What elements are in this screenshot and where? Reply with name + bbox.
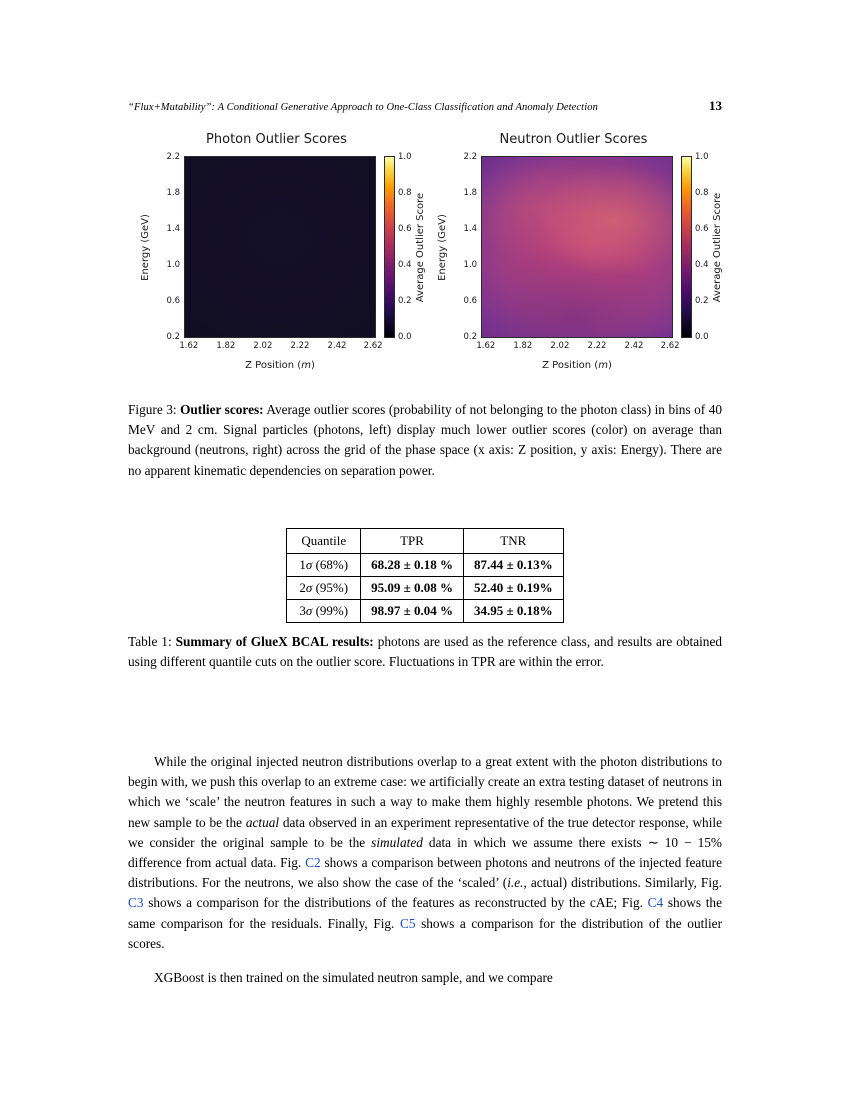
colorbar-tick: 0.2 xyxy=(695,296,709,306)
body-paragraph-1 xyxy=(128,752,722,954)
colorbar-tick: 0.6 xyxy=(398,224,412,234)
figure-3 xyxy=(128,128,722,386)
table-caption-text: photons are used as the reference class, and results are obtained using different quantile cuts on the outlier score. Fluctuations in TPR are within the error. xyxy=(128,634,722,670)
paragraph-text: data in which we assume there exists ∼ 10 − 15% difference from actual data. Fig. xyxy=(128,834,722,871)
x-tick: 2.02 xyxy=(253,341,273,351)
colorbar-tick: 0.4 xyxy=(398,260,412,270)
y-tick: 0.6 xyxy=(463,296,477,306)
table-header-row xyxy=(287,529,563,554)
y-tick: 2.2 xyxy=(166,152,180,162)
x-tick: 2.62 xyxy=(363,341,383,351)
figure-caption-text: Average outlier scores (probability of not belonging to the photon class) in bins of 40 MeV and 2 cm. Signal particles (photons, left) display much lower outlier scores (color) on average than background (neutrons, right) across the grid of the phase space (x axis: Z position, y axis: Energy). There are no apparent kinematic dependencies on separation power. xyxy=(128,402,722,478)
x-tick: 2.22 xyxy=(587,341,607,351)
table-header-tpr: TPR xyxy=(361,529,464,554)
paragraph-text: data observed in an experiment representative of the true detector response, while we consider the original sample to be the xyxy=(128,814,722,850)
emphasis-text: actual xyxy=(245,814,280,830)
colorbar-tick: 0.6 xyxy=(695,224,709,234)
figure-caption-label: Figure 3: xyxy=(128,402,177,417)
paragraph-text: shows a comparison between photons and neutrons of the injected feature distributions. For the neutrons, we also show the case of the ‘scaled’ ( xyxy=(128,855,722,891)
colorbar-tick: 1.0 xyxy=(398,152,412,162)
table-cell-quantile: 3σ (99%) xyxy=(287,600,361,623)
table-header-tnr: TNR xyxy=(463,529,563,554)
y-tick: 1.0 xyxy=(166,260,180,270)
table-cell-tnr: 87.44 ± 0.13% xyxy=(463,554,563,577)
paragraph-text: shows a comparison for the distributions of the features as reconstructed by the cAE; Fig. xyxy=(143,895,648,911)
x-tick: 1.82 xyxy=(216,341,236,351)
results-table xyxy=(286,528,563,623)
figure-reference-link[interactable]: C3 xyxy=(128,895,144,911)
x-tick: 1.82 xyxy=(513,341,533,351)
paragraph-text: shows a comparison for the distribution of the outlier scores. xyxy=(128,915,723,951)
figure-reference-link[interactable]: C2 xyxy=(305,855,321,871)
heatmap-photon xyxy=(166,152,383,351)
paragraph-text: , actual) distributions. Similarly, Fig. xyxy=(523,875,722,891)
table-cell-tpr: 98.97 ± 0.04 % xyxy=(361,600,464,623)
table-caption xyxy=(128,632,722,672)
y-tick: 1.0 xyxy=(463,260,477,270)
page-number: 13 xyxy=(709,98,722,113)
y-tick: 0.6 xyxy=(166,296,180,306)
table-row xyxy=(287,577,563,600)
x-tick: 2.42 xyxy=(327,341,347,351)
table-caption-label: Table 1: xyxy=(128,634,172,649)
heatmap-image-neutron xyxy=(482,157,672,337)
emphasis-text: simulated xyxy=(371,834,423,850)
x-tick: 2.42 xyxy=(624,341,644,351)
colorbar-tick: 1.0 xyxy=(695,152,709,162)
y-tick: 1.4 xyxy=(463,224,477,234)
colorbar-tick: 0.8 xyxy=(398,188,412,198)
table-header-quantile: Quantile xyxy=(287,529,361,554)
colorbar-label-photon: Average Outlier Score xyxy=(415,192,427,302)
table-cell-tpr: 68.28 ± 0.18 % xyxy=(361,554,464,577)
table-cell-tnr: 34.95 ± 0.18% xyxy=(463,600,563,623)
running-head xyxy=(128,98,722,114)
running-title: “Flux+Mutability”: A Conditional Generative Approach to One-Class Classification and Anomaly Detection xyxy=(128,102,598,113)
y-axis-label-neutron: Energy (GeV) xyxy=(436,213,448,281)
table-row xyxy=(287,554,563,577)
figure-reference-link[interactable]: C5 xyxy=(399,915,416,931)
table-cell-tnr: 52.40 ± 0.19% xyxy=(463,577,563,600)
panel-title-photon: Photon Outlier Scores xyxy=(206,132,347,147)
y-tick: 0.2 xyxy=(166,332,180,342)
figure-panel-neutron xyxy=(425,128,722,386)
table-cell-quantile: 2σ (95%) xyxy=(287,577,361,600)
colorbar-tick: 0.2 xyxy=(398,296,412,306)
colorbar-neutron xyxy=(681,152,709,342)
y-tick: 0.2 xyxy=(463,332,477,342)
colorbar-tick: 0.0 xyxy=(398,332,412,342)
y-tick: 1.4 xyxy=(166,224,180,234)
x-tick: 1.62 xyxy=(179,341,199,351)
y-tick: 1.8 xyxy=(463,188,477,198)
figure-caption xyxy=(128,400,722,481)
y-tick: 1.8 xyxy=(166,188,180,198)
table-caption-bold: Summary of GlueX BCAL results: xyxy=(175,634,374,649)
figure-reference-link[interactable]: C4 xyxy=(647,895,664,911)
y-axis-label-photon: Energy (GeV) xyxy=(139,213,151,281)
body-paragraph-2: XGBoost is then trained on the simulated neutron sample, and we compare xyxy=(154,970,553,985)
panel-title-neutron: Neutron Outlier Scores xyxy=(499,132,648,147)
colorbar-photon xyxy=(384,152,412,342)
y-tick: 2.2 xyxy=(463,152,477,162)
results-table-wrapper xyxy=(128,528,722,623)
figure-caption-bold: Outlier scores: xyxy=(180,402,264,417)
x-tick: 2.62 xyxy=(660,341,680,351)
colorbar-label-neutron: Average Outlier Score xyxy=(712,192,724,302)
colorbar-tick: 0.0 xyxy=(695,332,709,342)
emphasis-text: i.e. xyxy=(507,875,524,891)
x-tick: 1.62 xyxy=(476,341,496,351)
heatmap-neutron xyxy=(463,152,680,351)
x-tick: 2.22 xyxy=(290,341,310,351)
x-axis-label-photon: Z Position (m) xyxy=(245,360,315,371)
colorbar-tick: 0.8 xyxy=(695,188,709,198)
heatmap-image-photon xyxy=(185,157,375,337)
x-tick: 2.02 xyxy=(550,341,570,351)
table-cell-tpr: 95.09 ± 0.08 % xyxy=(361,577,464,600)
colorbar-tick: 0.4 xyxy=(695,260,709,270)
paragraph-text: shows the same comparison for the residuals. Finally, Fig. xyxy=(128,895,722,931)
table-row xyxy=(287,600,563,623)
figure-panel-photon xyxy=(128,128,425,386)
table-cell-quantile: 1σ (68%) xyxy=(287,554,361,577)
paragraph-text: While the original injected neutron distributions overlap to a great extent with the photon distributions to begin with, we push this overlap to an extreme case: we artificially create an extra testing dataset of neutrons in which we ‘scale’ the neutron features in such a way to make them highly resemble photons. We pretend this new sample to be the xyxy=(128,754,722,830)
x-axis-label-neutron: Z Position (m) xyxy=(542,360,612,371)
